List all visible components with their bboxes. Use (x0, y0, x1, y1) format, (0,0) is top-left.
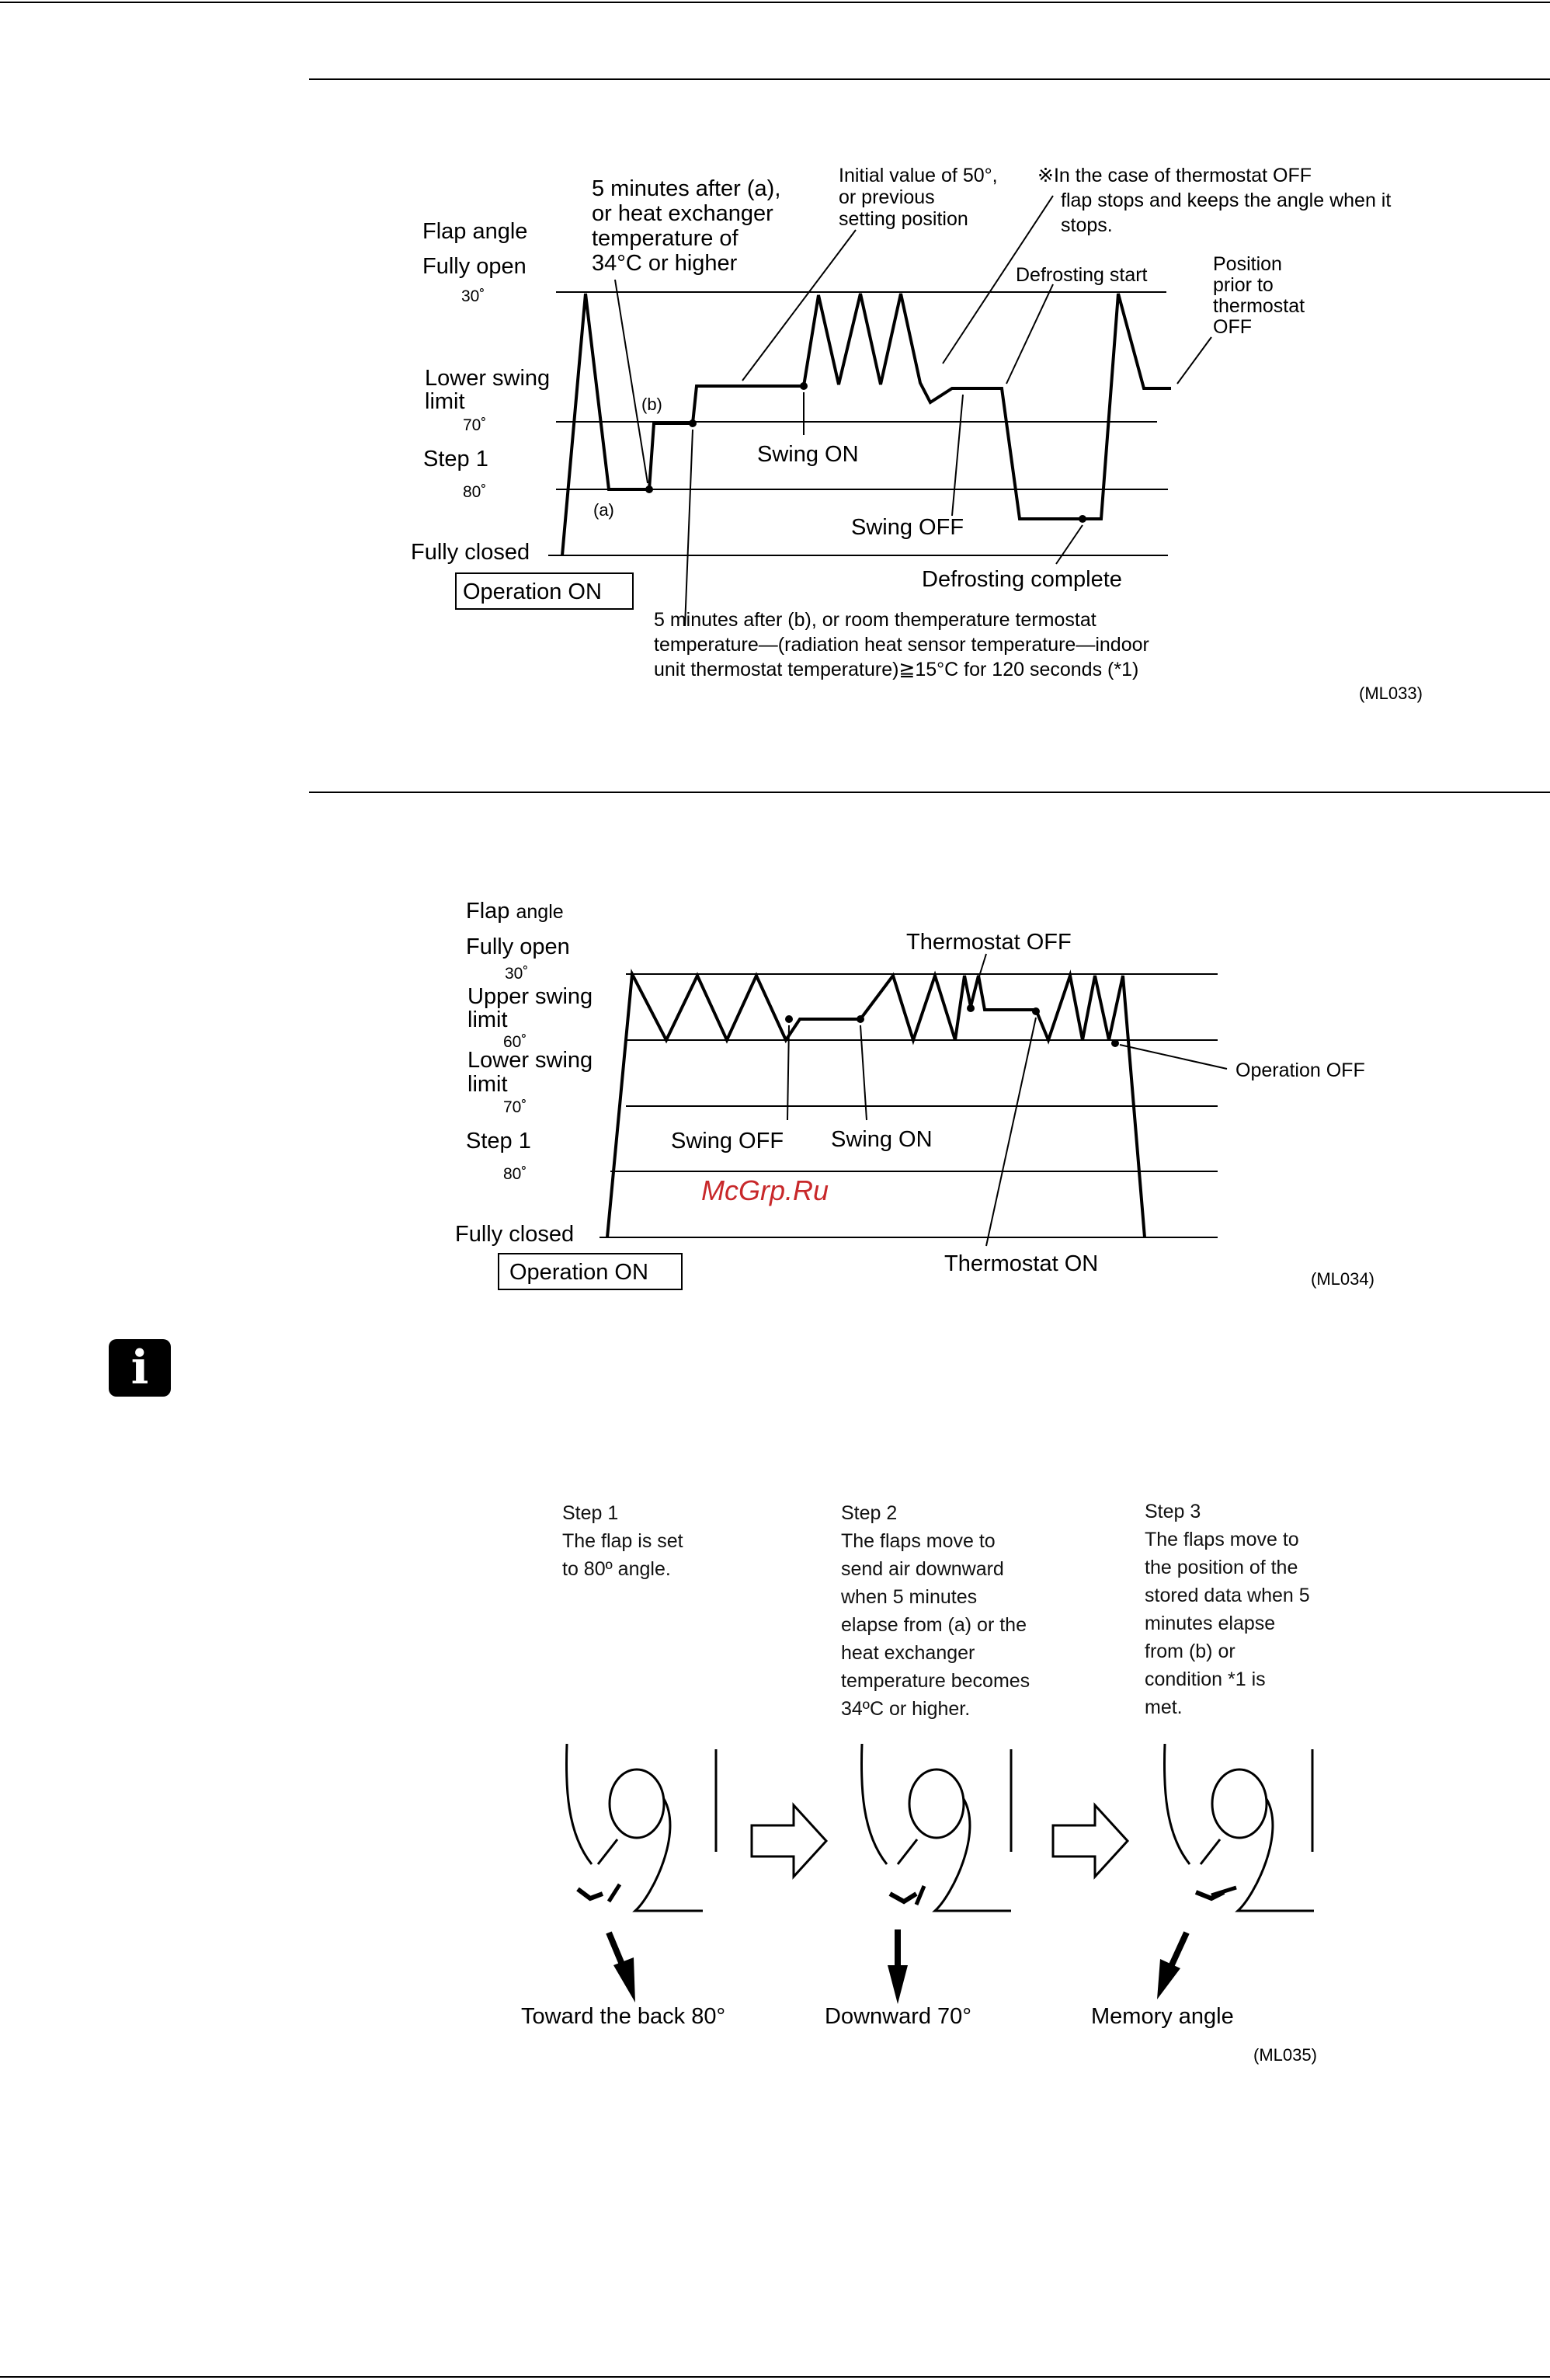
d1-pointer-defrost-complete (1056, 525, 1083, 564)
d1-swing-on-label: Swing ON (757, 442, 859, 467)
d1-position-prior-line3: thermostat (1213, 295, 1305, 317)
d1-note-initial-line1: Initial value of 50°, (839, 165, 998, 186)
d1-note-thermostat-line3: stops. (1061, 214, 1113, 236)
hollow-arrow-2 (1053, 1805, 1128, 1877)
d2-fully-open-label: Fully open (466, 934, 570, 959)
d1-note-5min-a-line1: 5 minutes after (a), (592, 176, 781, 201)
d1-position-prior-line4: OFF (1213, 316, 1252, 338)
d1-swing-off-label: Swing OFF (851, 515, 964, 540)
info-icon-glyph: i (130, 1341, 149, 1395)
d2-dot-swing-on (857, 1015, 864, 1023)
d1-bottom-note-line2: temperature—(radiation heat sensor temperature—indoor (654, 634, 1149, 656)
d2-fully-open-deg: 30˚ (505, 965, 529, 983)
hollow-arrow-1 (752, 1805, 826, 1877)
diagram-ml034 (455, 899, 1374, 1289)
d2-upper-swing-deg: 60˚ (503, 1033, 527, 1051)
d2-pointer-operation-off (1120, 1045, 1227, 1069)
d1-pointer-b (685, 430, 693, 626)
d2-lower-swing-label-2: limit (467, 1072, 508, 1097)
d2-angle-word: angle (516, 901, 564, 923)
step1-flap-illustration (566, 1744, 716, 1911)
d2-pointer-thermostat-on (986, 1018, 1036, 1246)
step3-title: Step 3 (1145, 1501, 1201, 1522)
d1-note-5min-a-line3: temperature of (592, 226, 739, 251)
step3-text-line1: The flaps move to (1145, 1529, 1299, 1550)
step3-text-line7: met. (1145, 1696, 1183, 1718)
d1-note-5min-a (592, 176, 787, 276)
d1-bottom-note-line3: unit thermostat temperature)≧15°C for 120 seconds (*1) (654, 659, 1139, 680)
d1-bottom-note-line1: 5 minutes after (b), or room themperature termostat (654, 609, 1096, 631)
d1-pointer-position-prior (1177, 337, 1211, 384)
d1-step1-label: Step 1 (423, 447, 488, 471)
step1-arrow-down (609, 1933, 635, 2002)
d1-bottom-note (654, 609, 1155, 680)
d2-swing-off-label: Swing OFF (671, 1129, 784, 1153)
d1-code: (ML033) (1359, 684, 1423, 703)
d2-code: (ML034) (1311, 1269, 1374, 1289)
step1-title: Step 1 (562, 1502, 619, 1524)
d2-lower-swing-label-1: Lower swing (467, 1048, 593, 1073)
step2-text-line3: when 5 minutes (841, 1586, 978, 1608)
d1-point-a-label: (a) (593, 500, 614, 520)
d2-dot-thermostat-off (967, 1004, 975, 1012)
d2-pointer-thermostat-off (971, 954, 986, 1004)
d2-operation-on-label: Operation ON (509, 1260, 648, 1285)
d2-dot-operation-off (1111, 1039, 1119, 1047)
step2-flap-illustration (861, 1744, 1011, 1911)
d2-swing-on-label: Swing ON (831, 1127, 933, 1152)
d1-note-initial (839, 165, 1003, 230)
diagram-ml033 (411, 165, 1423, 703)
d2-flap-word: Flap (466, 899, 510, 924)
step3-arrow-down (1157, 1933, 1187, 1999)
d2-upper-swing-label-1: Upper swing (467, 984, 593, 1009)
d2-flap-angle-title (466, 899, 564, 924)
d1-pointer-a (615, 280, 648, 483)
d1-step1-deg: 80˚ (463, 483, 487, 501)
d1-lower-swing-label-2: limit (425, 389, 465, 414)
step2-text-line2: send air downward (841, 1558, 1004, 1580)
steps-code: (ML035) (1253, 2045, 1317, 2065)
d1-dot-b (689, 419, 697, 427)
step3-text-line4: minutes elapse (1145, 1613, 1276, 1634)
step2-text-line4: elapse from (a) or the (841, 1614, 1027, 1636)
d2-step1-deg: 80˚ (503, 1165, 527, 1183)
step2-description (841, 1499, 1030, 1723)
d1-fully-closed-label: Fully closed (411, 540, 530, 565)
d1-position-prior-line2: prior to (1213, 274, 1274, 296)
d1-dot-defrost-complete (1079, 515, 1086, 523)
d1-defrosting-complete-label: Defrosting complete (922, 567, 1122, 592)
d1-fully-open-deg: 30˚ (461, 287, 485, 305)
d1-note-thermostat-line2: flap stops and keeps the angle when it (1061, 190, 1392, 211)
d1-point-b-label: (b) (641, 395, 662, 414)
d1-note-thermostat-line1: ※In the case of thermostat OFF (1037, 165, 1312, 186)
d2-dot-thermostat-on (1032, 1007, 1040, 1015)
step3-text-line3: stored data when 5 (1145, 1585, 1310, 1606)
d2-watermark: McGrp.Ru (701, 1174, 829, 1206)
d1-pointer-defrost-start (1006, 284, 1053, 384)
d1-position-prior-line1: Position (1213, 253, 1282, 275)
d2-lower-swing-deg: 70˚ (503, 1098, 527, 1116)
d1-operation-on-label: Operation ON (463, 579, 602, 604)
info-icon (109, 1339, 171, 1397)
step2-arrow-down (888, 1929, 908, 2004)
step3-caption: Memory angle (1091, 2004, 1234, 2029)
d1-pointer-initial (742, 230, 856, 381)
d1-fully-open-label: Fully open (422, 254, 527, 279)
step1-text-line2: to 80º angle. (562, 1558, 671, 1580)
d1-lower-swing-deg: 70˚ (463, 416, 487, 434)
d1-note-initial-line3: setting position (839, 208, 968, 230)
d1-flap-angle-title: Flap angle (422, 219, 528, 244)
d1-lower-swing-label-1: Lower swing (425, 366, 551, 391)
step3-text-line6: condition *1 is (1145, 1668, 1266, 1690)
d2-thermostat-on-label: Thermostat ON (944, 1251, 1099, 1276)
d1-note-initial-line2: or previous (839, 186, 935, 208)
d1-dot-swing-on (800, 382, 808, 390)
step2-text-line6: temperature becomes (841, 1670, 1030, 1692)
step1-caption: Toward the back 80° (521, 2004, 726, 2029)
d1-note-5min-a-line4: 34°C or higher (592, 251, 738, 276)
step2-caption: Downward 70° (825, 2004, 971, 2029)
step2-text-line1: The flaps move to (841, 1530, 996, 1552)
d1-note-thermostat (1037, 165, 1396, 236)
d1-dot-a (645, 485, 653, 493)
d2-dot-swing-off (785, 1015, 793, 1023)
d1-defrosting-start-label: Defrosting start (1016, 264, 1148, 286)
d2-upper-swing-label-2: limit (467, 1007, 508, 1032)
d1-note-5min-a-line2: or heat exchanger (592, 201, 773, 226)
d1-pointer-swing-off (952, 395, 963, 516)
d2-operation-off-label: Operation OFF (1235, 1060, 1365, 1081)
step2-text-line7: 34ºC or higher. (841, 1698, 971, 1720)
d2-thermostat-off-label: Thermostat OFF (906, 930, 1072, 955)
step1-text-line1: The flap is set (562, 1530, 683, 1552)
d1-position-prior-note (1213, 253, 1310, 338)
step2-text-line5: heat exchanger (841, 1642, 975, 1664)
step3-description (1145, 1498, 1310, 1721)
step2-title: Step 2 (841, 1502, 898, 1524)
step3-flap-illustration (1164, 1744, 1314, 1911)
step3-text-line2: the position of the (1145, 1557, 1298, 1578)
step3-text-line5: from (b) or (1145, 1641, 1235, 1662)
d2-step1-label: Step 1 (466, 1129, 531, 1153)
d2-fully-closed-label: Fully closed (455, 1222, 575, 1247)
step1-description (562, 1499, 683, 1583)
